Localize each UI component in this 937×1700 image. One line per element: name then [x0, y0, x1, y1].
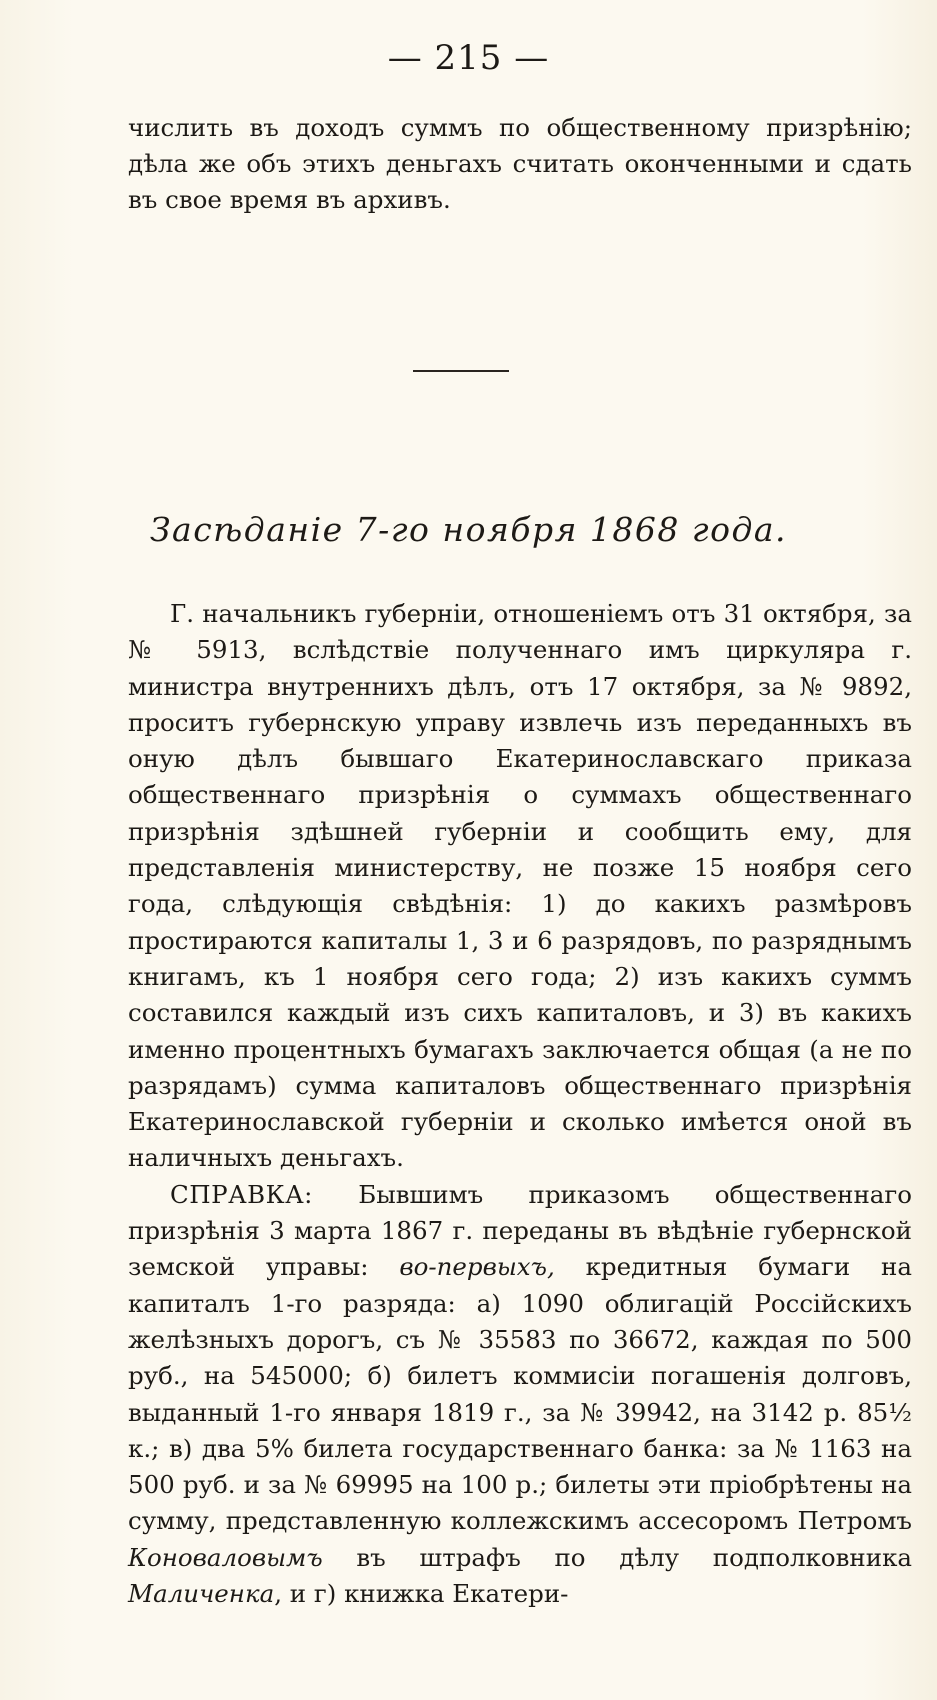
- closing-paragraph: [128, 110, 912, 219]
- spravka-label: СПРАВКА:: [170, 1179, 313, 1209]
- session-heading: Засѣданіе 7-го ноября 1868 года.: [149, 510, 788, 549]
- closing-paragraph-text: числить въ доходъ суммъ по общественному призрѣнію; дѣла же объ этихъ деньгахъ считать оконченными и сдать въ свое время въ архивъ.: [128, 113, 912, 215]
- spravka-text-part3: въ штрафъ по дѣлу подполковника: [322, 1542, 912, 1572]
- spravka-name-malichenko: Маличенка: [128, 1579, 275, 1609]
- section-divider: [413, 370, 509, 372]
- governor-request-paragraph: Г. начальникъ губерніи, отношеніемъ отъ 31 октября, за № 5913, вслѣдствіе полученнаго имъ циркуляра г. министра внутреннихъ дѣлъ, отъ 17 октября, за № 9892, проситъ губернскую управу извлечь изъ переданныхъ въ оную дѣлъ бывшаго Екатеринославскаго приказа общественнаго призрѣнія о суммахъ общественнаго призрѣнія здѣшней губерніи и сообщить ему, для представленія министерству, не позже 15 ноября сего года, слѣдующія свѣдѣнія: 1) до какихъ размѣровъ простираются капиталы 1, 3 и 6 разрядовъ, по разряднымъ книгамъ, къ 1 ноября сего года; 2) изъ какихъ суммъ составился каждый изъ сихъ капиталовъ, и 3) въ какихъ именно процентныхъ бумагахъ заключается общая (а не по разрядамъ) сумма капиталовъ общественнаго призрѣнія Екатеринославской губерніи и сколько имѣется оной въ наличныхъ деньгахъ.: [128, 599, 912, 1173]
- page-number: — 215 —: [387, 38, 550, 78]
- spravka-first-italic: во-первыхъ,: [399, 1252, 555, 1282]
- spravka-text-part2: кредитныя бумаги на капиталъ 1-го разряда: а) 1090 облигацій Россійскихъ желѣзныхъ дорогъ, съ № 35583 по 36672, каждая по 500 руб., на 545000; б) билетъ коммисіи погашенія долговъ, выданный 1-го января 1819 г., за № 39942, на 3142 р. 85½ к.; в) два 5% билета государственнаго банка: за № 1163 на 500 руб. и за № 69995 на 100 р.; билеты эти пріобрѣтены на сумму, представленную коллежскимъ ассесоромъ Петромъ: [128, 1252, 912, 1536]
- session-body: [128, 596, 912, 1612]
- spravka-paragraph: [128, 1177, 912, 1613]
- spravka-text-part4: , и г) книжка Екатери-: [274, 1579, 569, 1609]
- spravka-name-konovalov: Коноваловымъ: [128, 1542, 323, 1572]
- spravka-text-part1: Бывшимъ приказомъ общественнаго призрѣнія 3 марта 1867 г. переданы въ вѣдѣніе губернской земской управы:: [128, 1179, 912, 1282]
